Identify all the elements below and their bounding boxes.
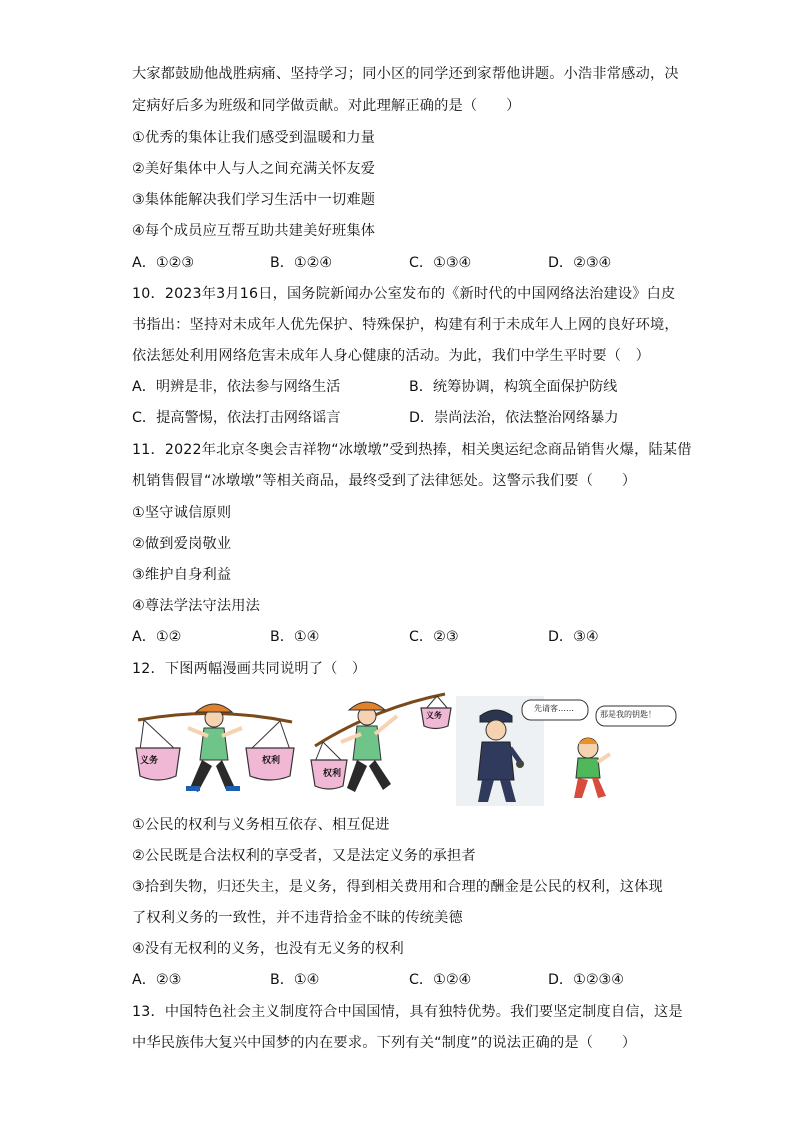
q11-stem-line-1: 11．2022年北京冬奥会吉祥物“冰墩墩”受到热捧，相关奥运纪念商品销售火爆，陆某借 bbox=[132, 442, 692, 458]
comic2-label-quanli: 权利 bbox=[323, 769, 342, 779]
q9-item-2: ②美好集体中人与人之间充满关怀友爱 bbox=[132, 161, 376, 177]
q12-option-b: B．①④ bbox=[270, 972, 320, 988]
q10-option-b: B．统筹协调，构筑全面保护防线 bbox=[409, 379, 618, 395]
q12-option-c: C．①②④ bbox=[409, 972, 472, 988]
q10-stem-line-3: 依法惩处利用网络危害未成年人身心健康的活动。为此，我们中学生平时要（ ） bbox=[132, 348, 650, 364]
comic2-label-yiwu: 义务 bbox=[426, 711, 442, 720]
q10-option-c: C．提高警惕，依法打击网络谣言 bbox=[132, 410, 341, 426]
comic1-label-yiwu: 义务 bbox=[140, 756, 159, 766]
q9-option-d: D．②③④ bbox=[548, 255, 612, 271]
q9-option-a: A．①②③ bbox=[132, 255, 195, 271]
q10-option-d: D．崇尚法治，依法整治网络暴力 bbox=[409, 410, 619, 426]
q10-option-a: A．明辨是非，依法参与网络生活 bbox=[132, 379, 341, 395]
q10-stem-line-2: 书指出：坚持对未成年人优先保护、特殊保护，构建有利于未成年人上网的良好环境， bbox=[132, 317, 679, 333]
q12-item-3: ③拾到失物，归还失主，是义务，得到相关费用和合理的酬金是公民的权利，这体现 bbox=[132, 879, 663, 895]
comic-bubble-police: 先请客…… bbox=[534, 704, 574, 713]
q11-stem-line-2: 机销售假冒“冰墩墩”等相关商品，最终受到了法律惩处。这警示我们要（ ） bbox=[132, 473, 637, 489]
q11-item-2: ②做到爱岗敬业 bbox=[132, 536, 232, 552]
q12-item-2: ②公民既是合法权利的享受者，又是法定义务的承担者 bbox=[132, 848, 476, 864]
q11-item-4: ④尊法学法守法用法 bbox=[132, 598, 261, 614]
q11-option-c: C．②③ bbox=[409, 629, 459, 645]
q11-item-1: ①坚守诚信原则 bbox=[132, 505, 232, 521]
comic-bubble-boy: 那是我的钥匙！ bbox=[600, 710, 656, 719]
q9-item-1: ①优秀的集体让我们感受到温暖和力量 bbox=[132, 130, 376, 146]
q12-item-1: ①公民的权利与义务相互依存、相互促进 bbox=[132, 817, 390, 833]
q10-stem-line-1: 10．2023年3月16日，国务院新闻办公室发布的《新时代的中国网络法治建设》白皮 bbox=[132, 286, 676, 302]
q12-stem: 12．下图两幅漫画共同说明了（ ） bbox=[132, 661, 367, 677]
q11-option-a: A．①② bbox=[132, 629, 182, 645]
q13-stem-line-2: 中华民族伟大复兴中国梦的内在要求。下列有关“制度”的说法正确的是（ ） bbox=[132, 1035, 637, 1051]
q9-stem-line-2: 定病好后多为班级和同学做贡献。对此理解正确的是（ ） bbox=[132, 98, 521, 114]
q11-option-b: B．①④ bbox=[270, 629, 320, 645]
q11-option-d: D．③④ bbox=[548, 629, 599, 645]
q12-item-4: ④没有无权利的义务，也没有无义务的权利 bbox=[132, 941, 404, 957]
comic-balanced-pole-figure bbox=[130, 688, 300, 808]
q9-stem-line-1: 大家都鼓励他战胜病痛、坚持学习；同小区的同学还到家帮他讲题。小浩非常感动，决 bbox=[132, 66, 679, 82]
q9-item-4: ④每个成员应互帮互助共建美好班集体 bbox=[132, 223, 376, 239]
q11-item-3: ③维护自身利益 bbox=[132, 567, 232, 583]
comic-unbalanced-pole-figure bbox=[305, 686, 455, 806]
q9-option-c: C．①③④ bbox=[409, 255, 472, 271]
q13-stem-line-1: 13．中国特色社会主义制度符合中国国情，具有独特优势。我们要坚定制度自信，这是 bbox=[132, 1004, 683, 1020]
q12-item-3-cont: 了权利义务的一致性，并不违背拾金不昧的传统美德 bbox=[132, 910, 463, 926]
q9-item-3: ③集体能解决我们学习生活中一切难题 bbox=[132, 192, 376, 208]
q9-option-b: B．①②④ bbox=[270, 255, 333, 271]
q12-option-a: A．②③ bbox=[132, 972, 182, 988]
comic1-label-quanli: 权利 bbox=[262, 756, 281, 766]
q12-option-d: D．①②③④ bbox=[548, 972, 624, 988]
